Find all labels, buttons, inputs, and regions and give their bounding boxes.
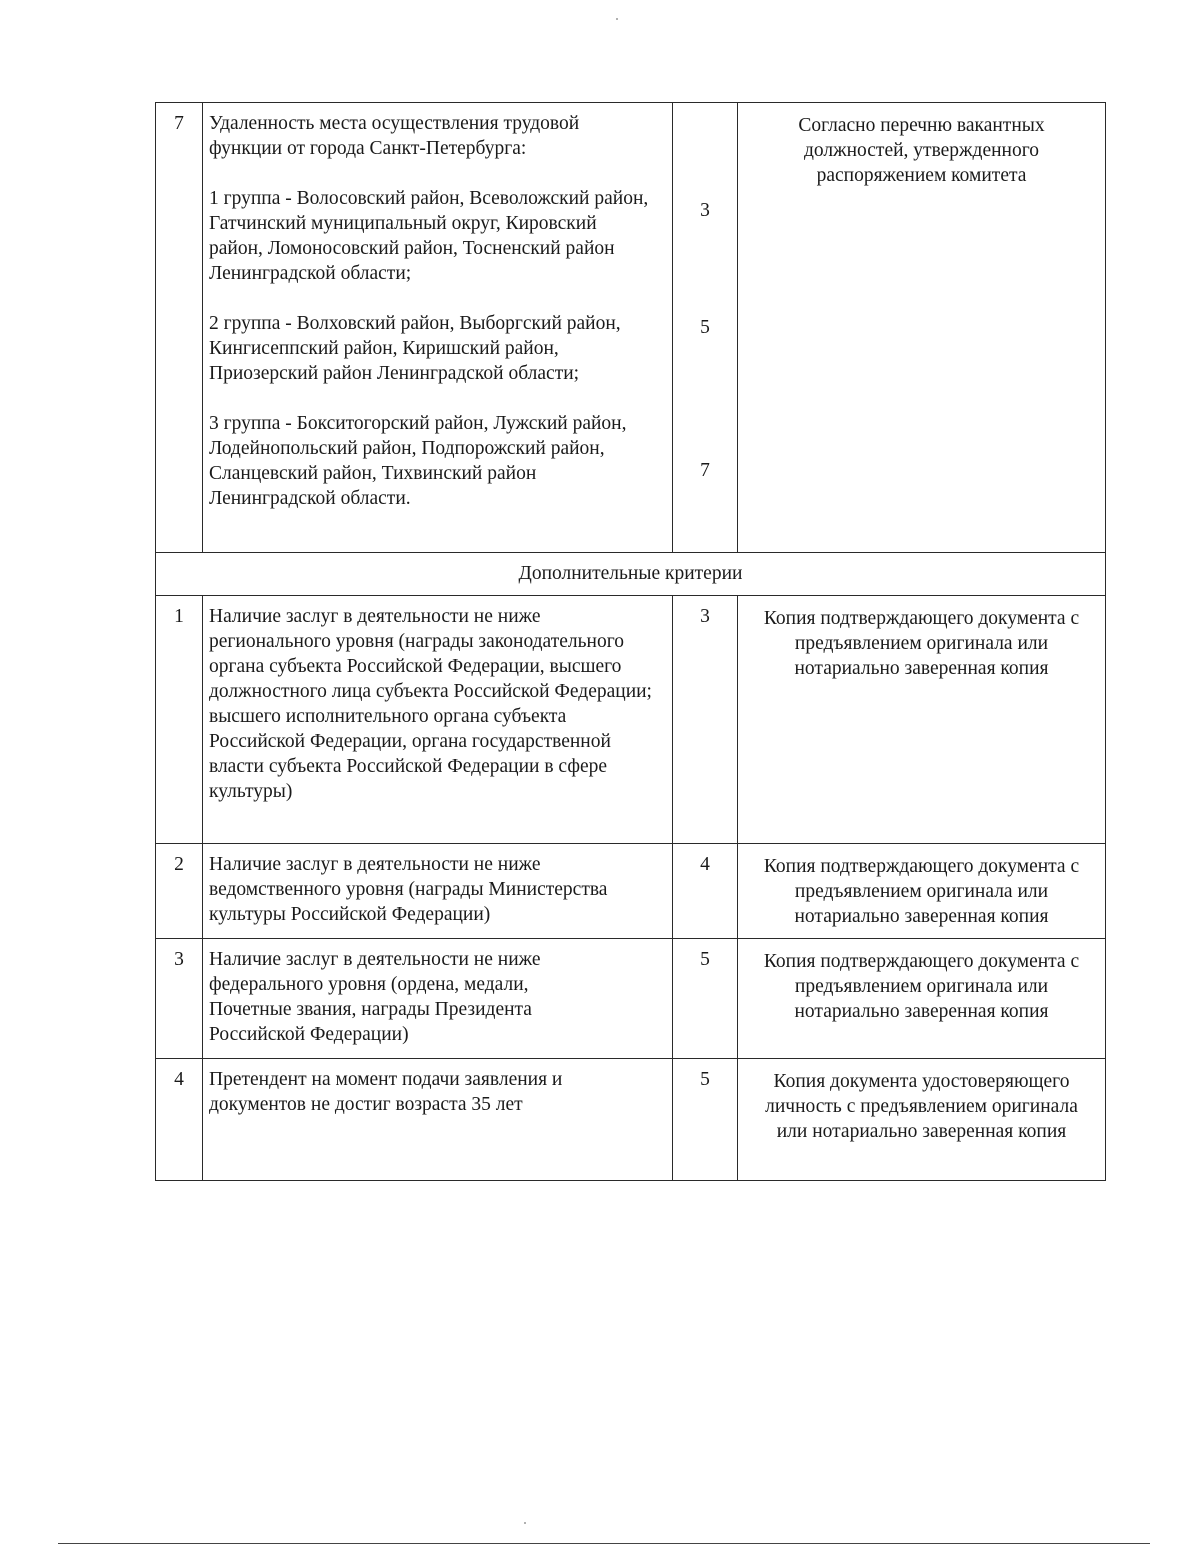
group-1-text: 1 группа - Волосовский район, Всеволожский район, Гатчинский муниципальный округ, Кировский район, Ломоносовский район, Тосненский район Ленинградской области; [209, 188, 649, 284]
row-number: 3 [156, 939, 203, 1059]
points-cell: 4 [673, 844, 738, 939]
table-row [156, 1059, 1106, 1181]
criterion-description: Наличие заслуг в деятельности не ниже регионального уровня (награды законодательного органа субъекта Российской Федерации, высшего должностного лица субъекта Российской Федерации; высшего исполнительного органа субъекта Российской Федерации, органа государственной власти субъекта Российской Федерации в сфере культуры) [203, 596, 673, 844]
criteria-table [155, 102, 1106, 1181]
document-requirement: Копия подтверждающего документа с предъявлением оригинала или нотариально заверенная копия [738, 939, 1106, 1059]
table-row [156, 939, 1106, 1059]
points-cell: 3 [673, 596, 738, 844]
document-requirement: Согласно перечню вакантных должностей, утвержденного распоряжением комитета [738, 103, 1106, 553]
row-number: 2 [156, 844, 203, 939]
row-number: 1 [156, 596, 203, 844]
section-title: Дополнительные критерии [156, 553, 1106, 596]
criterion-description: Претендент на момент подачи заявления и документов не достиг возраста 35 лет [203, 1059, 673, 1181]
scan-speck [524, 1522, 526, 1524]
table-row [156, 596, 1106, 844]
criterion-description: Наличие заслуг в деятельности не ниже федерального уровня (ордена, медали, Почетные звания, награды Президента Российской Федерации) [203, 939, 673, 1059]
document-requirement: Копия подтверждающего документа с предъявлением оригинала или нотариально заверенная копия [738, 844, 1106, 939]
criterion-description [203, 103, 673, 553]
table-row [156, 844, 1106, 939]
footer-rule [58, 1543, 1150, 1544]
group-1-points: 3 [700, 200, 710, 221]
group-3-text: 3 группа - Бокситогорский район, Лужский район, Лодейнопольский район, Подпорожский район, Сланцевский район, Тихвинский район Ленинградской области. [209, 413, 627, 509]
points-cell: 5 [673, 939, 738, 1059]
scan-speck [616, 18, 618, 20]
group-3-points: 7 [700, 460, 710, 481]
group-2-points: 5 [700, 317, 710, 338]
criterion-intro: Удаленность места осуществления трудовой функции от города Санкт-Петербурга: [209, 113, 580, 159]
row-number: 7 [156, 103, 203, 553]
group-2-text: 2 группа - Волховский район, Выборгский район, Кингисеппский район, Киришский район, Приозерский район Ленинградской области; [209, 313, 621, 384]
document-requirement: Копия подтверждающего документа с предъявлением оригинала или нотариально заверенная копия [738, 596, 1106, 844]
criterion-description: Наличие заслуг в деятельности не ниже ведомственного уровня (награды Министерства культуры Российской Федерации) [203, 844, 673, 939]
table-row [156, 103, 1106, 553]
points-cell: 5 [673, 1059, 738, 1181]
points-cell [673, 103, 738, 553]
document-requirement: Копия документа удостоверяющего личность с предъявлением оригинала или нотариально заверенная копия [738, 1059, 1106, 1181]
row-number: 4 [156, 1059, 203, 1181]
section-header-row [156, 553, 1106, 596]
